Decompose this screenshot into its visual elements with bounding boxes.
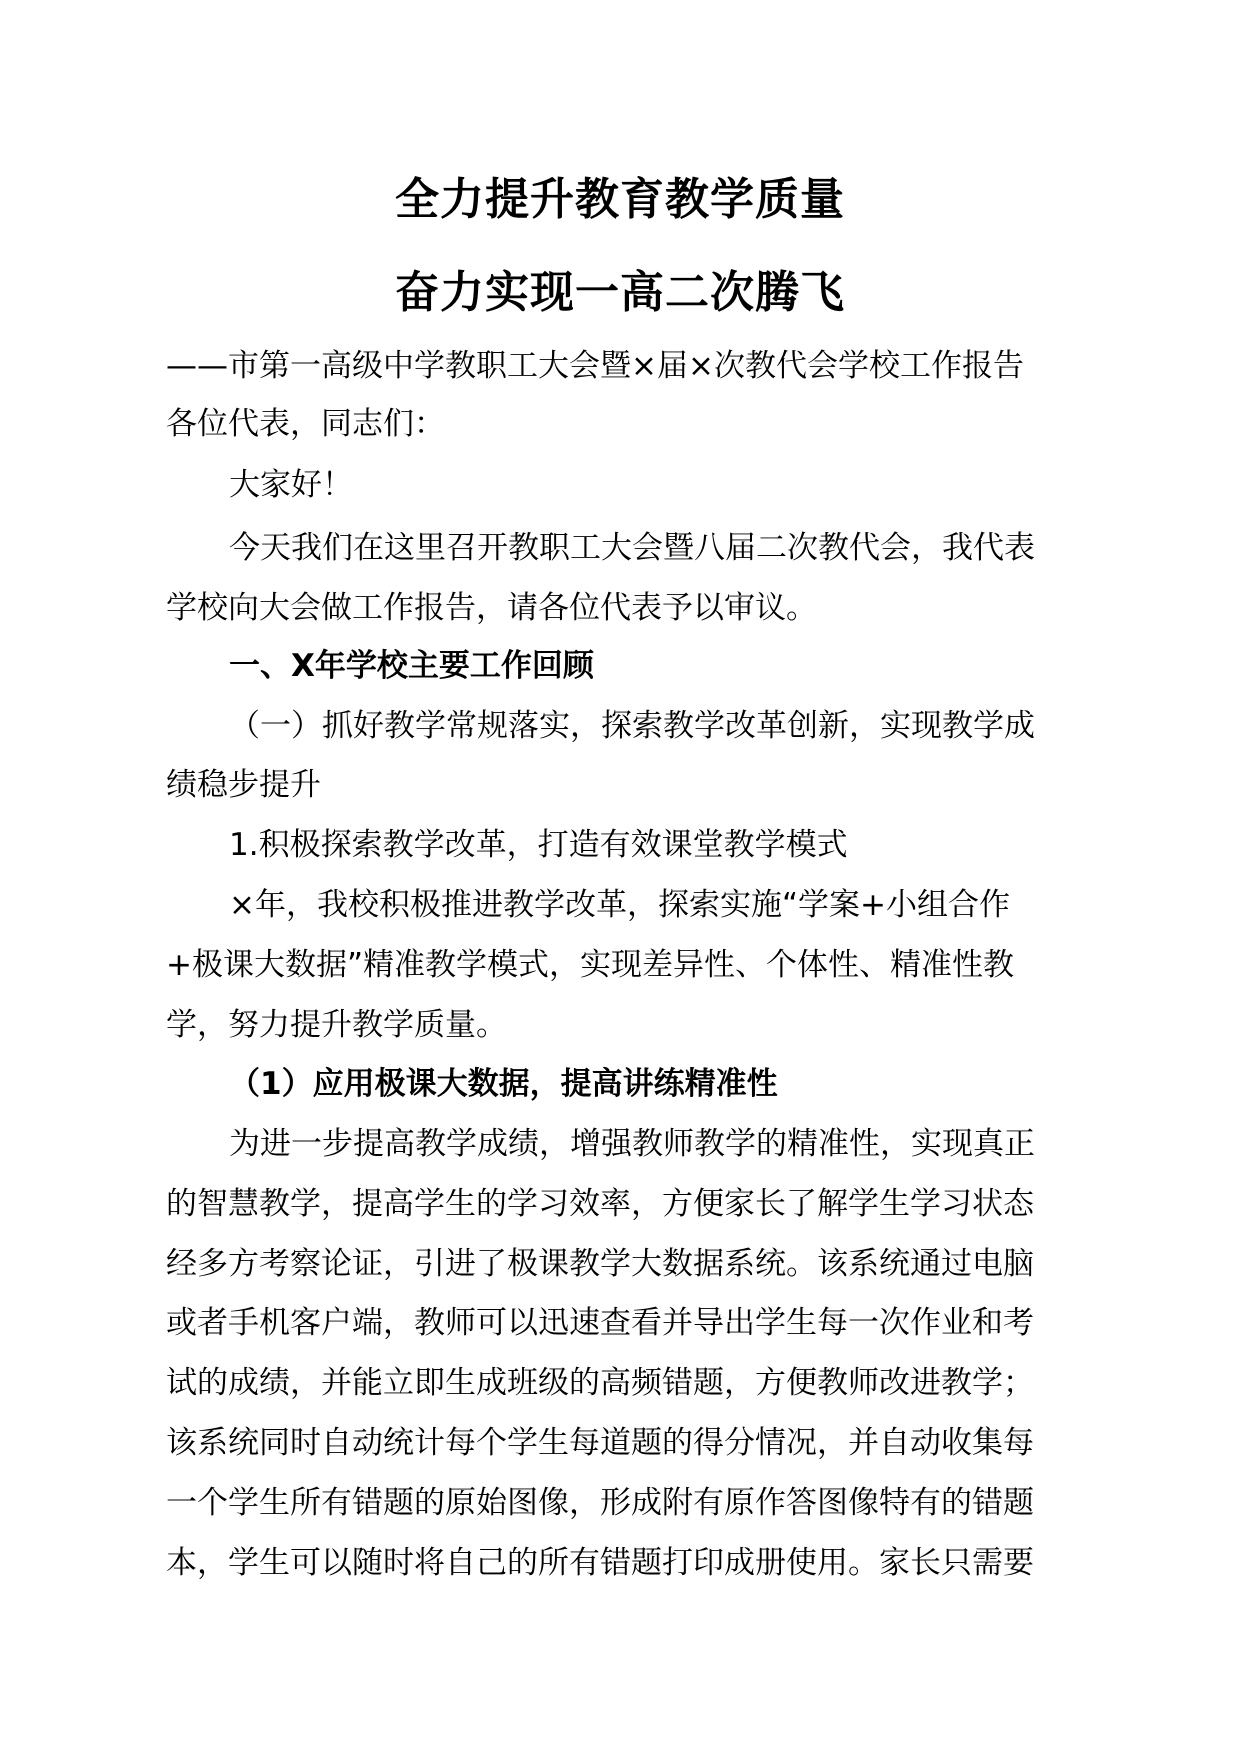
intro-paragraph-line: 今天我们在这里召开教职工大会暨八届二次教代会，我代表: [229, 530, 1035, 566]
point-body-line: 该系统同时自动统计每个学生每道题的得分情况，并自动收集每: [166, 1425, 1034, 1461]
greeting: 大家好！: [229, 467, 353, 503]
item-body-line: ×年，我校积极推进教学改革，探索实施“学案+小组合作: [229, 887, 1011, 923]
subsection-heading-line: （一）抓好教学常规落实，探索教学改革创新，实现教学成: [229, 708, 1035, 744]
item-body-line: 学，努力提升教学质量。: [166, 1007, 507, 1043]
document-title-line-2: 奋力实现一高二次腾飞: [395, 267, 845, 318]
point-body-line: 的智慧教学，提高学生的学习效率，方便家长了解学生学习状态: [166, 1186, 1034, 1222]
point-body-line: 本，学生可以随时将自己的所有错题打印成册使用。家长只需要: [166, 1545, 1034, 1581]
point-body-line: 经多方考察论证，引进了极课教学大数据系统。该系统通过电脑: [166, 1246, 1034, 1282]
point-body-line: 试的成绩，并能立即生成班级的高频错题，方便教师改进教学；: [166, 1365, 1034, 1401]
item-body-line: +极课大数据”精准教学模式，实现差异性、个体性、精准性教: [166, 947, 1015, 983]
point-heading: （1）应用极课大数据，提高讲练精准性: [229, 1066, 778, 1102]
point-body-line: 或者手机客户端，教师可以迅速查看并导出学生每一次作业和考: [166, 1305, 1034, 1341]
point-body-line: 一个学生所有错题的原始图像，形成附有原作答图像特有的错题: [166, 1485, 1034, 1521]
intro-paragraph-line: 学校向大会做工作报告，请各位代表予以审议。: [166, 590, 817, 626]
salutation: 各位代表，同志们：: [166, 406, 445, 442]
point-body-line: 为进一步提高教学成绩，增强教师教学的精准性，实现真正: [229, 1126, 1035, 1162]
document-title-line-1: 全力提升教育教学质量: [395, 174, 845, 225]
item-heading: 1.积极探索教学改革，打造有效课堂教学模式: [229, 827, 848, 863]
document-subtitle: ——市第一高级中学教职工大会暨×届×次教代会学校工作报告: [166, 348, 1024, 384]
section-heading: 一、X年学校主要工作回顾: [229, 648, 594, 684]
subsection-heading-line: 绩稳步提升: [166, 767, 321, 803]
